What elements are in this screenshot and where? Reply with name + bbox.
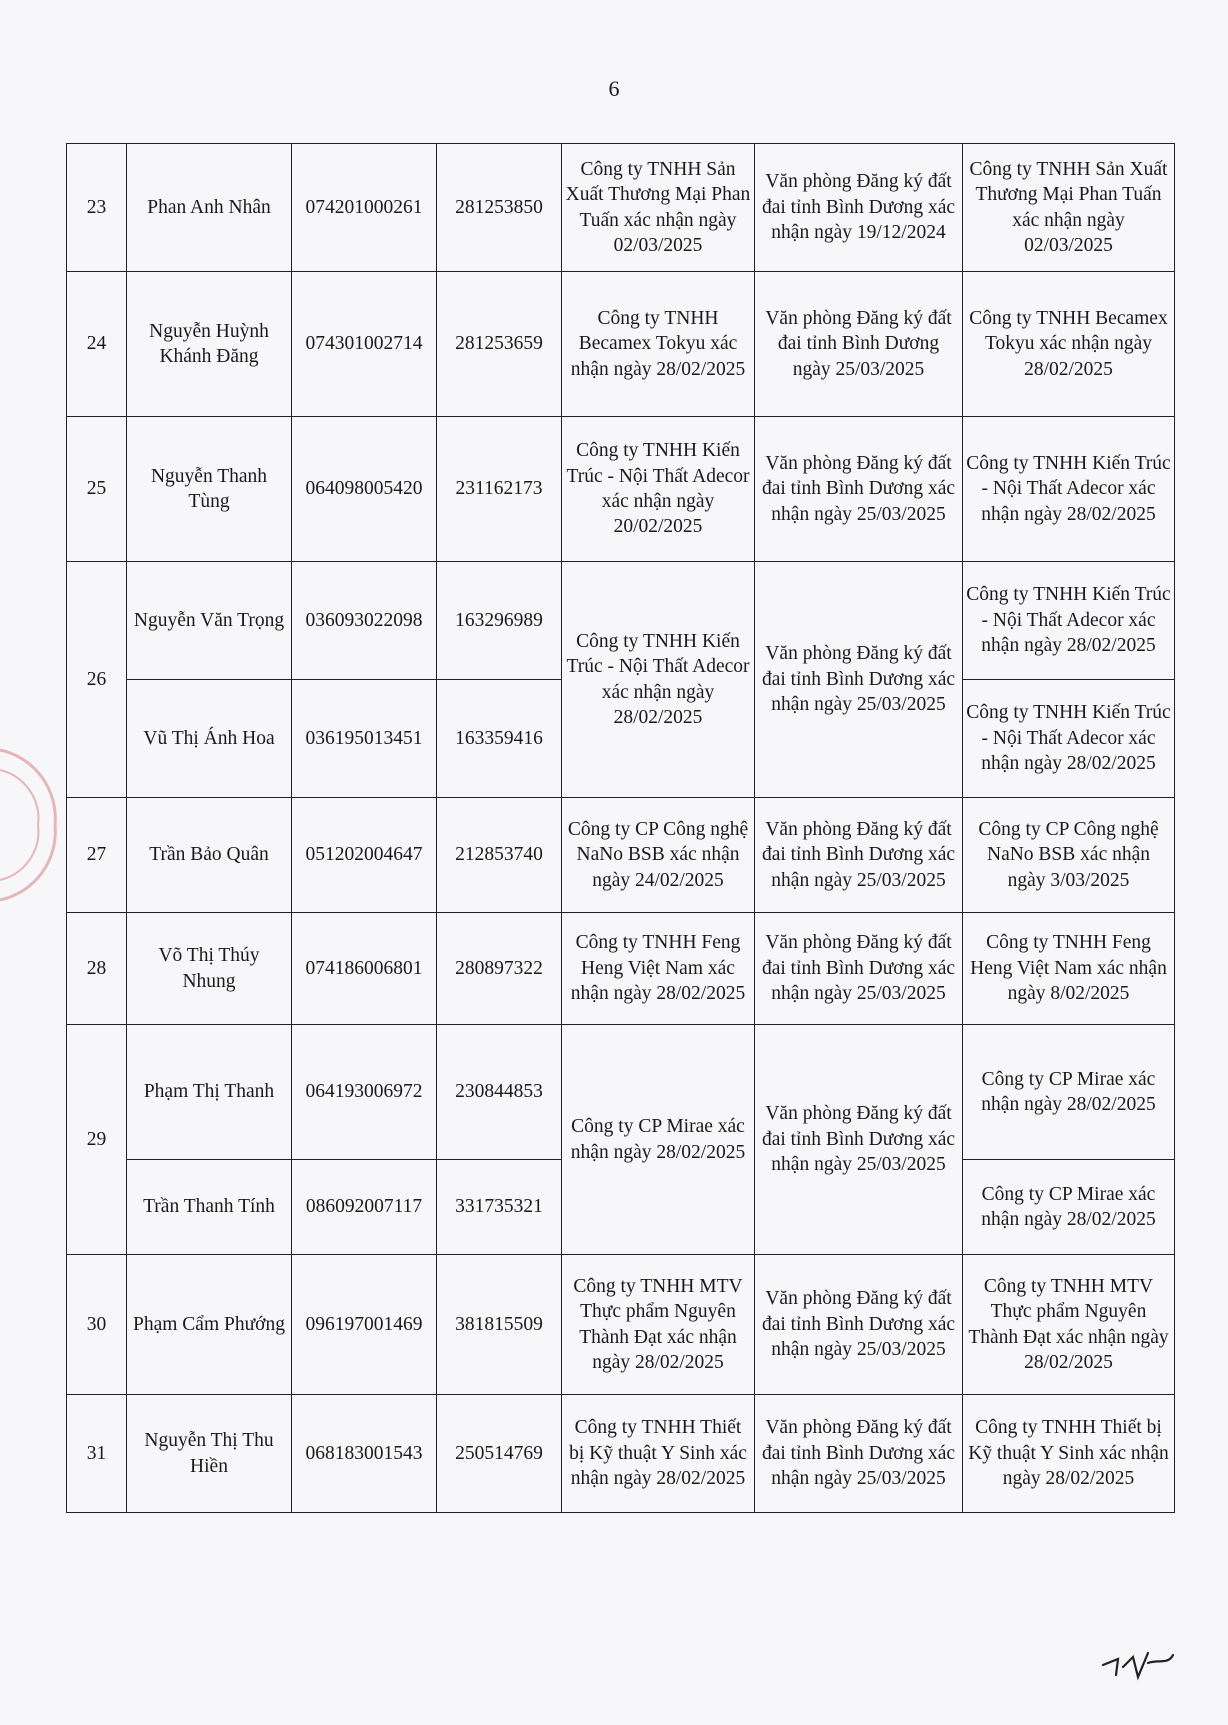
person-name: Phạm Cẩm Phướng	[127, 1255, 292, 1395]
company-confirmation: Công ty TNHH Kiến Trúc - Nội Thất Adecor xác nhận ngày 28/02/2025	[963, 680, 1175, 798]
land-office-confirmation: Văn phòng Đăng ký đất đai tỉnh Bình Dương xác nhận ngày 25/03/2025	[755, 417, 963, 562]
page-number: 6	[608, 76, 620, 101]
land-office-confirmation: Văn phòng Đăng ký đất đai tỉnh Bình Dương xác nhận ngày 25/03/2025	[755, 913, 963, 1025]
id-number-cmnd: 331735321	[437, 1160, 562, 1255]
employer-confirmation: Công ty TNHH Becamex Tokyu xác nhận ngày 28/02/2025	[562, 272, 755, 417]
id-number-cccd: 036195013451	[292, 680, 437, 798]
row-number: 27	[67, 798, 127, 913]
row-number: 23	[67, 144, 127, 272]
id-number-cccd: 051202004647	[292, 798, 437, 913]
land-office-confirmation: Văn phòng Đăng ký đất đai tỉnh Bình Dương xác nhận ngày 25/03/2025	[755, 562, 963, 798]
employer-confirmation: Công ty TNHH Kiến Trúc - Nội Thất Adecor xác nhận ngày 28/02/2025	[562, 562, 755, 798]
table-row	[67, 798, 1175, 913]
id-number-cccd: 074301002714	[292, 272, 437, 417]
id-number-cmnd: 163359416	[437, 680, 562, 798]
company-confirmation: Công ty TNHH Thiết bị Kỹ thuật Y Sinh xác nhận ngày 28/02/2025	[963, 1395, 1175, 1513]
id-number-cccd: 086092007117	[292, 1160, 437, 1255]
table-row	[67, 417, 1175, 562]
id-number-cmnd: 231162173	[437, 417, 562, 562]
company-confirmation: Công ty TNHH Sản Xuất Thương Mại Phan Tuấn xác nhận ngày 02/03/2025	[963, 144, 1175, 272]
row-number: 31	[67, 1395, 127, 1513]
table-row	[67, 272, 1175, 417]
table-row	[67, 913, 1175, 1025]
table-row	[67, 1025, 1175, 1160]
land-office-confirmation: Văn phòng Đăng ký đất đai tỉnh Bình Dương ngày 25/03/2025	[755, 272, 963, 417]
person-name: Nguyễn Thanh Tùng	[127, 417, 292, 562]
id-number-cmnd: 281253850	[437, 144, 562, 272]
id-number-cmnd: 280897322	[437, 913, 562, 1025]
id-number-cccd: 074186006801	[292, 913, 437, 1025]
person-name: Nguyễn Thị Thu Hiền	[127, 1395, 292, 1513]
employer-confirmation: Công ty TNHH MTV Thực phẩm Nguyên Thành Đạt xác nhận ngày 28/02/2025	[562, 1255, 755, 1395]
id-number-cmnd: 281253659	[437, 272, 562, 417]
employer-confirmation: Công ty TNHH Feng Heng Việt Nam xác nhận ngày 28/02/2025	[562, 913, 755, 1025]
employer-confirmation: Công ty CP Công nghệ NaNo BSB xác nhận ngày 24/02/2025	[562, 798, 755, 913]
person-name: Phan Anh Nhân	[127, 144, 292, 272]
row-number: 29	[67, 1025, 127, 1255]
id-number-cmnd: 163296989	[437, 562, 562, 680]
table-row	[67, 1255, 1175, 1395]
employer-confirmation: Công ty TNHH Sản Xuất Thương Mại Phan Tuấn xác nhận ngày 02/03/2025	[562, 144, 755, 272]
table-row	[67, 1395, 1175, 1513]
company-confirmation: Công ty CP Công nghệ NaNo BSB xác nhận ngày 3/03/2025	[963, 798, 1175, 913]
company-confirmation: Công ty TNHH Kiến Trúc - Nội Thất Adecor xác nhận ngày 28/02/2025	[963, 562, 1175, 680]
id-number-cmnd: 212853740	[437, 798, 562, 913]
person-name: Vũ Thị Ánh Hoa	[127, 680, 292, 798]
row-number: 24	[67, 272, 127, 417]
table-row	[67, 144, 1175, 272]
employer-confirmation: Công ty TNHH Thiết bị Kỹ thuật Y Sinh xác nhận ngày 28/02/2025	[562, 1395, 755, 1513]
employee-table	[66, 143, 1175, 1513]
land-office-confirmation: Văn phòng Đăng ký đất đai tỉnh Bình Dương xác nhận ngày 19/12/2024	[755, 144, 963, 272]
row-number: 26	[67, 562, 127, 798]
person-name: Nguyễn Văn Trọng	[127, 562, 292, 680]
table-row	[67, 562, 1175, 680]
land-office-confirmation: Văn phòng Đăng ký đất đai tỉnh Bình Dương xác nhận ngày 25/03/2025	[755, 1395, 963, 1513]
row-number: 30	[67, 1255, 127, 1395]
company-confirmation: Công ty TNHH Feng Heng Việt Nam xác nhận ngày 8/02/2025	[963, 913, 1175, 1025]
id-number-cccd: 036093022098	[292, 562, 437, 680]
id-number-cmnd: 381815509	[437, 1255, 562, 1395]
company-confirmation: Công ty CP Mirae xác nhận ngày 28/02/2025	[963, 1025, 1175, 1160]
id-number-cccd: 068183001543	[292, 1395, 437, 1513]
person-name: Trần Thanh Tính	[127, 1160, 292, 1255]
land-office-confirmation: Văn phòng Đăng ký đất đai tỉnh Bình Dương xác nhận ngày 25/03/2025	[755, 1025, 963, 1255]
id-number-cccd: 064098005420	[292, 417, 437, 562]
person-name: Phạm Thị Thanh	[127, 1025, 292, 1160]
person-name: Võ Thị Thúy Nhung	[127, 913, 292, 1025]
person-name: Trần Bảo Quân	[127, 798, 292, 913]
land-office-confirmation: Văn phòng Đăng ký đất đai tỉnh Bình Dương xác nhận ngày 25/03/2025	[755, 1255, 963, 1395]
company-confirmation: Công ty CP Mirae xác nhận ngày 28/02/2025	[963, 1160, 1175, 1255]
id-number-cccd: 064193006972	[292, 1025, 437, 1160]
row-number: 28	[67, 913, 127, 1025]
handwritten-initial	[1098, 1645, 1178, 1685]
id-number-cmnd: 250514769	[437, 1395, 562, 1513]
person-name: Nguyễn Huỳnh Khánh Đăng	[127, 272, 292, 417]
land-office-confirmation: Văn phòng Đăng ký đất đai tỉnh Bình Dương xác nhận ngày 25/03/2025	[755, 798, 963, 913]
id-number-cccd: 074201000261	[292, 144, 437, 272]
company-confirmation: Công ty TNHH MTV Thực phẩm Nguyên Thành Đạt xác nhận ngày 28/02/2025	[963, 1255, 1175, 1395]
id-number-cmnd: 230844853	[437, 1025, 562, 1160]
id-number-cccd: 096197001469	[292, 1255, 437, 1395]
employer-confirmation: Công ty TNHH Kiến Trúc - Nội Thất Adecor xác nhận ngày 20/02/2025	[562, 417, 755, 562]
company-confirmation: Công ty TNHH Kiến Trúc - Nội Thất Adecor xác nhận ngày 28/02/2025	[963, 417, 1175, 562]
employer-confirmation: Công ty CP Mirae xác nhận ngày 28/02/2025	[562, 1025, 755, 1255]
company-confirmation: Công ty TNHH Becamex Tokyu xác nhận ngày 28/02/2025	[963, 272, 1175, 417]
red-stamp-fragment	[0, 740, 60, 910]
row-number: 25	[67, 417, 127, 562]
